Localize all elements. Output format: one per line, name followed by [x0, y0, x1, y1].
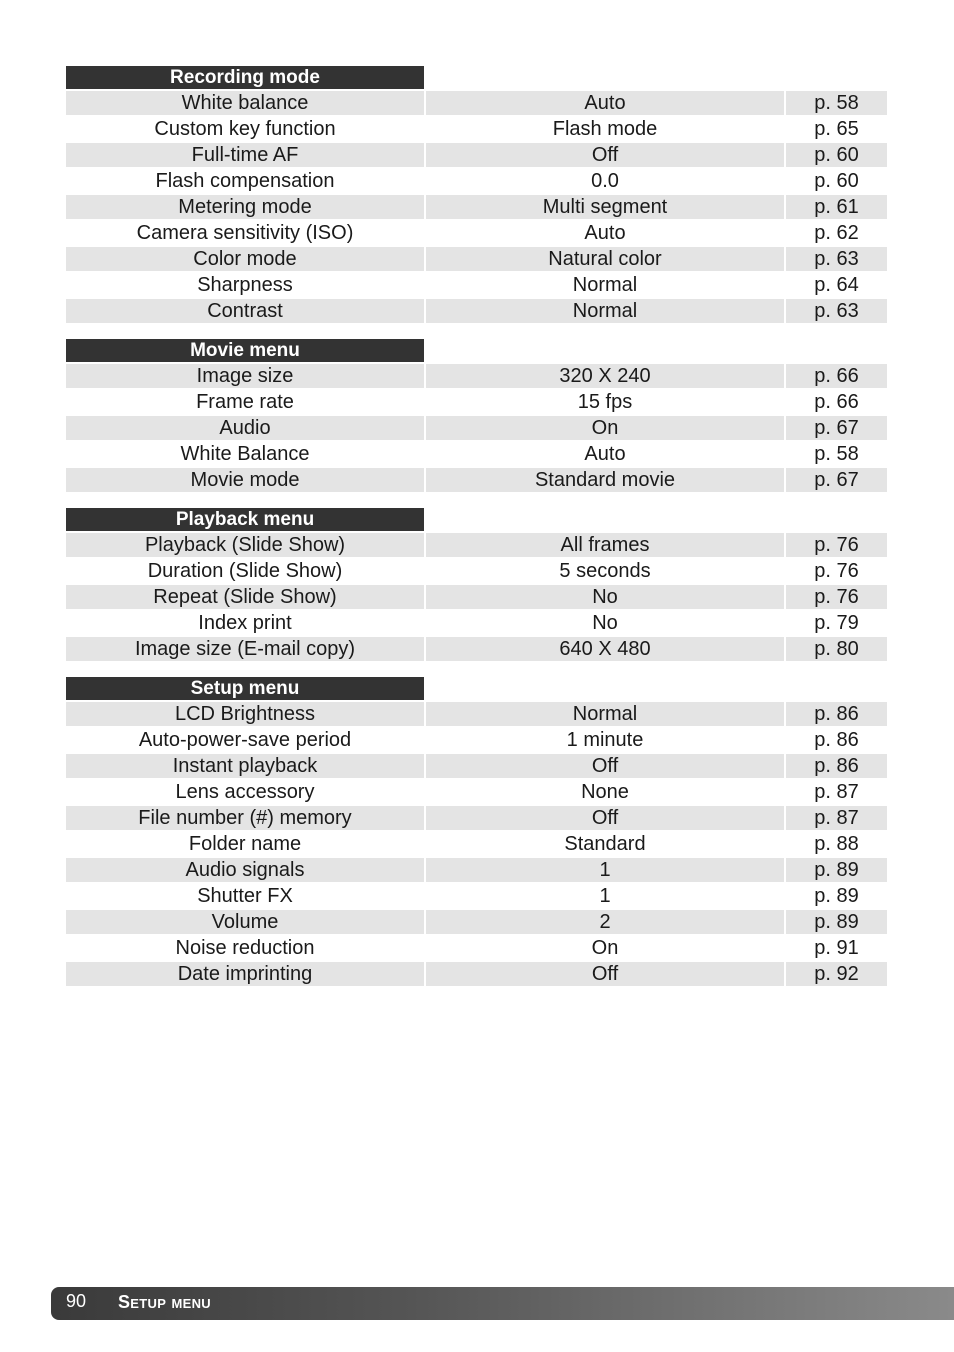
- page-reference: p. 79: [814, 612, 859, 634]
- setting-name: Auto-power-save period: [138, 729, 352, 751]
- table-row: [66, 416, 887, 440]
- setting-name: White Balance: [180, 443, 310, 465]
- setting-value: 640 X 480: [426, 637, 784, 661]
- setting-name: LCD Brightness: [66, 702, 424, 726]
- setting-value: None: [581, 781, 629, 803]
- settings-section: [66, 339, 887, 492]
- page-reference: p. 92: [786, 962, 887, 986]
- setting-value: Auto: [584, 222, 626, 244]
- setting-value: 0.0: [591, 170, 619, 192]
- setting-value: Normal: [426, 299, 784, 323]
- setting-name: Image size: [66, 364, 424, 388]
- setting-name: Shutter FX: [197, 885, 293, 907]
- setting-value: 5 seconds: [559, 560, 651, 582]
- setting-value: 15 fps: [577, 391, 633, 413]
- settings-section: [66, 66, 887, 323]
- setting-value: Off: [426, 143, 784, 167]
- page-reference: p. 87: [814, 781, 859, 803]
- table-row: [66, 585, 887, 609]
- page-reference: p. 65: [814, 118, 859, 140]
- page-footer: [51, 1287, 954, 1320]
- page-reference: p. 63: [786, 247, 887, 271]
- page-reference: p. 67: [786, 468, 887, 492]
- table-row: [66, 442, 887, 466]
- table-row: [66, 832, 887, 856]
- table-row: [66, 221, 887, 245]
- page-reference: p. 61: [786, 195, 887, 219]
- table-row: [66, 780, 887, 804]
- table-row: [66, 754, 887, 778]
- setting-value: Off: [426, 806, 784, 830]
- setting-name: Movie mode: [66, 468, 424, 492]
- setting-value: Multi segment: [426, 195, 784, 219]
- setting-name: Volume: [66, 910, 424, 934]
- table-row: [66, 91, 887, 115]
- table-row: [66, 910, 887, 934]
- setting-value: Auto: [426, 91, 784, 115]
- setting-name: Playback (Slide Show): [66, 533, 424, 557]
- settings-section: [66, 677, 887, 986]
- setting-name: Instant playback: [66, 754, 424, 778]
- page-reference: p. 66: [786, 364, 887, 388]
- page-reference: p. 60: [786, 143, 887, 167]
- table-row: [66, 195, 887, 219]
- table-row: [66, 364, 887, 388]
- setting-value: 1: [426, 858, 784, 882]
- setting-name: Sharpness: [197, 274, 293, 296]
- table-row: [66, 962, 887, 986]
- table-row: [66, 468, 887, 492]
- setting-value: Flash mode: [552, 118, 658, 140]
- setting-name: Duration (Slide Show): [147, 560, 343, 582]
- page-reference: p. 67: [786, 416, 887, 440]
- page-reference: p. 66: [814, 391, 859, 413]
- table-row: [66, 117, 887, 141]
- setting-value: On: [426, 416, 784, 440]
- setting-value: Standard: [564, 833, 646, 855]
- setting-name: Metering mode: [66, 195, 424, 219]
- page-reference: p. 80: [786, 637, 887, 661]
- table-row: [66, 611, 887, 635]
- setting-name: Noise reduction: [175, 937, 315, 959]
- page-reference: p. 89: [786, 910, 887, 934]
- page-reference: p. 89: [786, 858, 887, 882]
- setting-name: File number (#) memory: [66, 806, 424, 830]
- page-reference: p. 58: [786, 91, 887, 115]
- page-reference: p. 76: [814, 560, 859, 582]
- page-reference: p. 60: [814, 170, 859, 192]
- table-row: [66, 702, 887, 726]
- page-reference: p. 91: [814, 937, 859, 959]
- setting-value: All frames: [426, 533, 784, 557]
- table-row: [66, 247, 887, 271]
- table-row: [66, 143, 887, 167]
- table-row: [66, 936, 887, 960]
- page-number: 90: [66, 1291, 87, 1311]
- setting-value: No: [426, 585, 784, 609]
- settings-section: [66, 508, 887, 661]
- setting-name: Lens accessory: [175, 781, 315, 803]
- table-row: [66, 169, 887, 193]
- setting-value: Auto: [584, 443, 626, 465]
- page-reference: p. 87: [786, 806, 887, 830]
- default-settings-tables: [66, 66, 887, 1002]
- setting-name: Flash compensation: [155, 170, 335, 192]
- setting-value: On: [591, 937, 619, 959]
- setting-name: Folder name: [188, 833, 302, 855]
- table-row: [66, 884, 887, 908]
- page-reference: p. 63: [786, 299, 887, 323]
- setting-name: Repeat (Slide Show): [66, 585, 424, 609]
- table-row: [66, 728, 887, 752]
- setting-name: Contrast: [66, 299, 424, 323]
- page-reference: p. 62: [814, 222, 859, 244]
- page-reference: p. 76: [786, 533, 887, 557]
- table-row: [66, 299, 887, 323]
- setting-name: Image size (E-mail copy): [66, 637, 424, 661]
- setting-value: Off: [426, 962, 784, 986]
- section-header: Movie menu: [66, 339, 424, 362]
- page-reference: p. 76: [786, 585, 887, 609]
- setting-value: Natural color: [426, 247, 784, 271]
- setting-name: Index print: [198, 612, 292, 634]
- page-reference: p. 58: [814, 443, 859, 465]
- setting-name: Audio: [66, 416, 424, 440]
- table-row: [66, 273, 887, 297]
- setting-name: Custom key function: [154, 118, 336, 140]
- setting-value: Normal: [572, 274, 638, 296]
- section-header: Setup menu: [66, 677, 424, 700]
- section-header: Playback menu: [66, 508, 424, 531]
- setting-value: 2: [426, 910, 784, 934]
- page-reference: p. 86: [814, 729, 859, 751]
- setting-name: Camera sensitivity (ISO): [136, 222, 354, 244]
- page-reference: p. 89: [814, 885, 859, 907]
- table-row: [66, 390, 887, 414]
- table-row: [66, 533, 887, 557]
- table-row: [66, 637, 887, 661]
- setting-value: 320 X 240: [426, 364, 784, 388]
- page-reference: p. 64: [814, 274, 859, 296]
- page-reference: p. 86: [786, 702, 887, 726]
- footer-section-title: Setup menu: [118, 1292, 211, 1312]
- setting-value: No: [592, 612, 618, 634]
- setting-name: Full-time AF: [66, 143, 424, 167]
- setting-name: Date imprinting: [66, 962, 424, 986]
- setting-name: Audio signals: [66, 858, 424, 882]
- table-row: [66, 806, 887, 830]
- table-row: [66, 559, 887, 583]
- setting-value: Standard movie: [426, 468, 784, 492]
- setting-value: 1: [599, 885, 611, 907]
- page-reference: p. 88: [814, 833, 859, 855]
- setting-value: Normal: [426, 702, 784, 726]
- section-header: Recording mode: [66, 66, 424, 89]
- page-reference: p. 86: [786, 754, 887, 778]
- setting-name: Frame rate: [196, 391, 294, 413]
- table-row: [66, 858, 887, 882]
- setting-name: White balance: [66, 91, 424, 115]
- setting-value: Off: [426, 754, 784, 778]
- setting-value: 1 minute: [566, 729, 644, 751]
- setting-name: Color mode: [66, 247, 424, 271]
